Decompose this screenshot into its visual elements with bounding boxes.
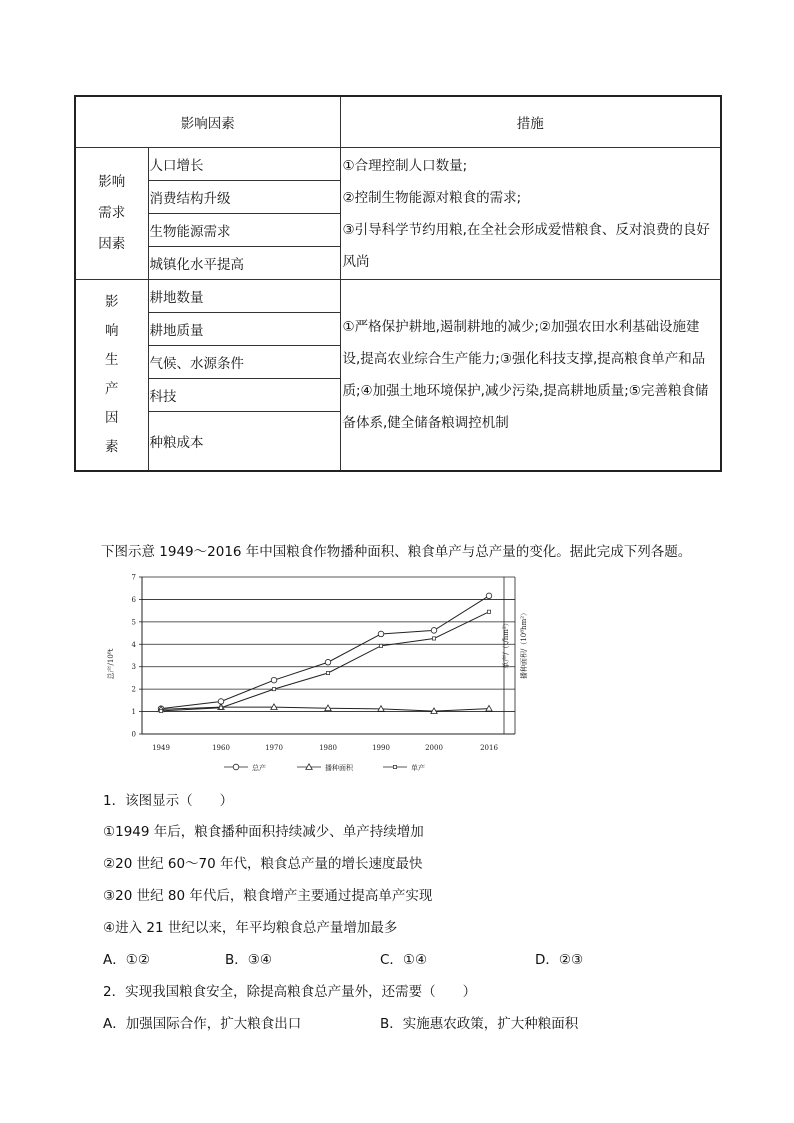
point-yield: [487, 610, 490, 613]
header-measure: 措施: [340, 96, 721, 148]
point-yield: [432, 637, 435, 640]
y-tick-label: 7: [131, 573, 136, 582]
legend-label: 单产: [411, 764, 425, 772]
q1-option-a[interactable]: A．①②: [103, 952, 150, 968]
point-yield: [272, 688, 275, 691]
q2-option-a[interactable]: A．加强国际合作，扩大粮食出口: [103, 1016, 302, 1032]
point-total: [271, 677, 277, 683]
y-tick-label: 3: [131, 663, 136, 672]
y-axis-label: 总产/10⁸t: [107, 648, 115, 680]
demand-factor-3: 生物能源需求: [148, 214, 340, 247]
production-factor-2: 耕地质量: [148, 313, 340, 346]
point-yield: [219, 706, 222, 709]
demand-factor-2: 消费结构升级: [148, 181, 340, 214]
production-factor-3: 气候、水源条件: [148, 346, 340, 379]
point-total: [431, 628, 437, 634]
point-yield: [379, 644, 382, 647]
x-tick-label: 2000: [425, 744, 443, 752]
q2-option-b[interactable]: B．实施惠农政策，扩大种粮面积: [380, 1016, 579, 1032]
series-line-1: [161, 596, 489, 709]
table-row: [75, 280, 721, 313]
factors-table: [74, 95, 722, 472]
grain-chart: [100, 568, 530, 782]
point-area: [306, 764, 312, 770]
x-tick-label: 1949: [152, 744, 170, 752]
point-total: [233, 764, 239, 770]
y-tick-label: 5: [131, 618, 136, 627]
right-axis-label-1: 单产/（t/hm²）: [502, 619, 510, 669]
demand-factor-1: 人口增长: [148, 148, 340, 181]
legend-label: 播种面积: [325, 764, 353, 772]
x-tick-label: 1960: [212, 744, 230, 752]
production-category: 影 响 生 产 因 素: [75, 280, 148, 472]
statement-3: ③20 世纪 80 年代后，粮食增产主要通过提高单产实现: [103, 888, 433, 904]
point-yield: [159, 709, 162, 712]
point-total: [325, 659, 331, 665]
y-tick-label: 1: [131, 708, 136, 717]
x-tick-label: 1970: [265, 744, 283, 752]
header-factor: 影响因素: [75, 96, 340, 148]
point-total: [378, 631, 384, 637]
demand-category: 影响 需求 因素: [75, 148, 148, 280]
demand-measures: ①合理控制人口数量; ②控制生物能源对粮食的需求; ③引导科学节约用粮,在全社会形成爱惜粮食、反对浪费的良好风尚: [340, 148, 721, 280]
question-1-stem: 1．该图显示（ ）: [103, 793, 234, 809]
q1-option-d[interactable]: D．②③: [535, 952, 584, 968]
x-tick-label: 1980: [319, 744, 337, 752]
statement-2: ②20 世纪 60～70 年代，粮食总产量的增长速度最快: [103, 856, 423, 872]
x-tick-label: 1990: [372, 744, 390, 752]
legend-label: 总产: [252, 764, 266, 772]
statement-1: ①1949 年后，粮食播种面积持续减少、单产持续增加: [103, 824, 424, 840]
x-tick-label: 2016: [480, 744, 498, 752]
question-2-stem: 2．实现我国粮食安全，除提高粮食总产量外，还需要（ ）: [103, 984, 477, 1000]
y-tick-label: 0: [131, 730, 136, 739]
production-factor-1: 耕地数量: [148, 280, 340, 313]
chart-intro: 下图示意 1949～2016 年中国粮食作物播种面积、粮食单产与总产量的变化。据此完成下列各题。: [101, 544, 692, 560]
point-yield: [326, 671, 329, 674]
q1-option-c[interactable]: C．①④: [380, 952, 428, 968]
y-tick-label: 6: [131, 595, 136, 604]
q1-option-b[interactable]: B．③④: [225, 952, 272, 968]
y-tick-label: 2: [131, 685, 136, 694]
table-header-row: [75, 96, 721, 148]
table-row: [75, 148, 721, 181]
statement-4: ④进入 21 世纪以来，年平均粮食总产量增加最多: [103, 920, 398, 936]
right-axis-label-2: 播种面积/（10⁸hm²）: [520, 608, 528, 680]
demand-factor-4: 城镇化水平提高: [148, 247, 340, 280]
production-factor-5: 种粮成本: [148, 412, 340, 472]
point-yield: [393, 765, 396, 768]
y-tick-label: 4: [131, 640, 136, 649]
production-measures: ①严格保护耕地,遏制耕地的减少;②加强农田水利基础设施建设,提高农业综合生产能力;③强化科技支撑,提高粮食单产和品质;④加强土地环境保护,减少污染,提高耕地质量;⑤完善粮食储备体系,健全储备粮调控机制: [340, 280, 721, 472]
production-factor-4: 科技: [148, 379, 340, 412]
point-total: [486, 593, 492, 599]
